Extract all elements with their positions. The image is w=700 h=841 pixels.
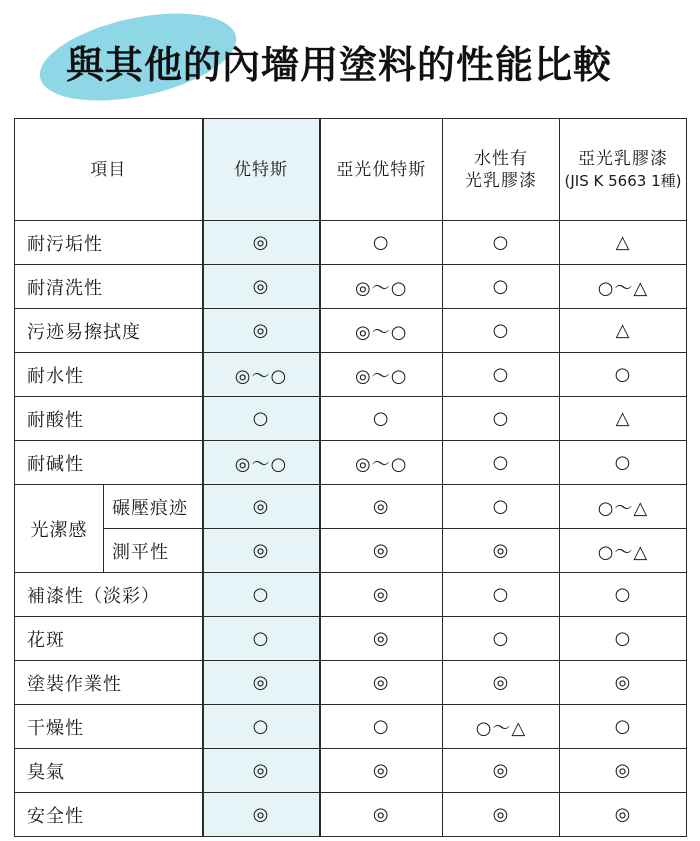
cell-col-3: ○ bbox=[443, 353, 560, 397]
table-row bbox=[15, 221, 687, 265]
table-row bbox=[15, 617, 687, 661]
cell-col-1: ◎ bbox=[203, 309, 320, 353]
table-row bbox=[15, 309, 687, 353]
cell-col-4: ○ bbox=[560, 573, 687, 617]
cell-col-3: ○ bbox=[443, 485, 560, 529]
cell-col-1: ◎ bbox=[203, 661, 320, 705]
cell-col-4: ○ bbox=[560, 353, 687, 397]
cell-col-1: ○ bbox=[203, 705, 320, 749]
table-row bbox=[15, 573, 687, 617]
cell-col-4: ○～△ bbox=[560, 485, 687, 529]
cell-col-1: ◎ bbox=[203, 529, 320, 573]
cell-col-2: ◎ bbox=[320, 793, 443, 837]
cell-col-2: ◎～○ bbox=[320, 353, 443, 397]
cell-col-3: ◎ bbox=[443, 793, 560, 837]
row-label: 碾壓痕迹 bbox=[104, 485, 203, 529]
cell-col-1: ◎ bbox=[203, 793, 320, 837]
cell-col-1: ◎ bbox=[203, 221, 320, 265]
cell-col-1: ◎ bbox=[203, 485, 320, 529]
cell-col-2: ◎ bbox=[320, 485, 443, 529]
row-label: 耐水性 bbox=[15, 353, 203, 397]
table-row bbox=[15, 265, 687, 309]
table-row bbox=[15, 441, 687, 485]
header-col-4-line-2: (JIS K 5663 1種) bbox=[564, 171, 682, 190]
cell-col-4: ◎ bbox=[560, 661, 687, 705]
cell-col-4: ○ bbox=[560, 441, 687, 485]
row-label: 安全性 bbox=[15, 793, 203, 837]
cell-col-3: ○ bbox=[443, 397, 560, 441]
row-label: 耐碱性 bbox=[15, 441, 203, 485]
comparison-table bbox=[14, 118, 687, 837]
header-col-3-line-2: 光乳膠漆 bbox=[465, 170, 537, 191]
table-row bbox=[15, 485, 687, 529]
table-row bbox=[15, 353, 687, 397]
row-label: 測平性 bbox=[104, 529, 203, 573]
table-row bbox=[15, 749, 687, 793]
cell-col-2: ◎ bbox=[320, 617, 443, 661]
cell-col-3: ○ bbox=[443, 309, 560, 353]
cell-col-4: △ bbox=[560, 309, 687, 353]
cell-col-3: ◎ bbox=[443, 529, 560, 573]
cell-col-2: ◎～○ bbox=[320, 265, 443, 309]
cell-col-4: △ bbox=[560, 397, 687, 441]
cell-col-2: ◎～○ bbox=[320, 309, 443, 353]
row-label: 塗裝作業性 bbox=[15, 661, 203, 705]
table-row bbox=[15, 661, 687, 705]
header-col-2: 亞光优特斯 bbox=[320, 119, 443, 221]
row-label: 耐酸性 bbox=[15, 397, 203, 441]
cell-col-1: ◎～○ bbox=[203, 441, 320, 485]
cell-col-2: ○ bbox=[320, 397, 443, 441]
cell-col-2: ◎ bbox=[320, 573, 443, 617]
row-label: 干燥性 bbox=[15, 705, 203, 749]
page-title: 與其他的內墻用塗料的性能比較 bbox=[66, 42, 613, 87]
cell-col-2: ○ bbox=[320, 221, 443, 265]
cell-col-3: ○ bbox=[443, 221, 560, 265]
row-label: 污迹易擦拭度 bbox=[15, 309, 203, 353]
table-row bbox=[15, 705, 687, 749]
cell-col-2: ○ bbox=[320, 705, 443, 749]
table-row bbox=[15, 793, 687, 837]
row-label: 耐清洗性 bbox=[15, 265, 203, 309]
cell-col-4: △ bbox=[560, 221, 687, 265]
cell-col-3: ○～△ bbox=[443, 705, 560, 749]
table-row bbox=[15, 397, 687, 441]
cell-col-4: ◎ bbox=[560, 793, 687, 837]
cell-col-1: ◎ bbox=[203, 749, 320, 793]
cell-col-4: ○ bbox=[560, 617, 687, 661]
row-label: 耐污垢性 bbox=[15, 221, 203, 265]
cell-col-3: ◎ bbox=[443, 661, 560, 705]
cell-col-1: ◎～○ bbox=[203, 353, 320, 397]
cell-col-3: ○ bbox=[443, 265, 560, 309]
cell-col-2: ◎ bbox=[320, 661, 443, 705]
table-row bbox=[15, 529, 687, 573]
header-item: 項目 bbox=[15, 119, 203, 221]
header-col-3-line-1: 水性有 bbox=[474, 148, 528, 169]
cell-col-4: ◎ bbox=[560, 749, 687, 793]
cell-col-1: ○ bbox=[203, 573, 320, 617]
cell-col-2: ◎ bbox=[320, 529, 443, 573]
header-col-4-line-1: 亞光乳膠漆 bbox=[578, 148, 668, 169]
header-col-1: 优特斯 bbox=[203, 119, 320, 221]
cell-col-4: ○～△ bbox=[560, 265, 687, 309]
cell-col-1: ○ bbox=[203, 617, 320, 661]
title-area bbox=[0, 0, 700, 118]
cell-col-3: ○ bbox=[443, 617, 560, 661]
header-col-3 bbox=[443, 119, 560, 221]
header-col-4 bbox=[560, 119, 687, 221]
cell-col-3: ◎ bbox=[443, 749, 560, 793]
cell-col-4: ○～△ bbox=[560, 529, 687, 573]
cell-col-3: ○ bbox=[443, 441, 560, 485]
row-label: 花斑 bbox=[15, 617, 203, 661]
cell-col-2: ◎～○ bbox=[320, 441, 443, 485]
cell-col-3: ○ bbox=[443, 573, 560, 617]
row-label: 臭氣 bbox=[15, 749, 203, 793]
cell-col-1: ○ bbox=[203, 397, 320, 441]
cell-col-2: ◎ bbox=[320, 749, 443, 793]
group-label-gloss: 光潔感 bbox=[15, 485, 104, 573]
cell-col-1: ◎ bbox=[203, 265, 320, 309]
cell-col-4: ○ bbox=[560, 705, 687, 749]
table-header-row bbox=[15, 119, 687, 221]
row-label: 補漆性（淡彩） bbox=[15, 573, 203, 617]
